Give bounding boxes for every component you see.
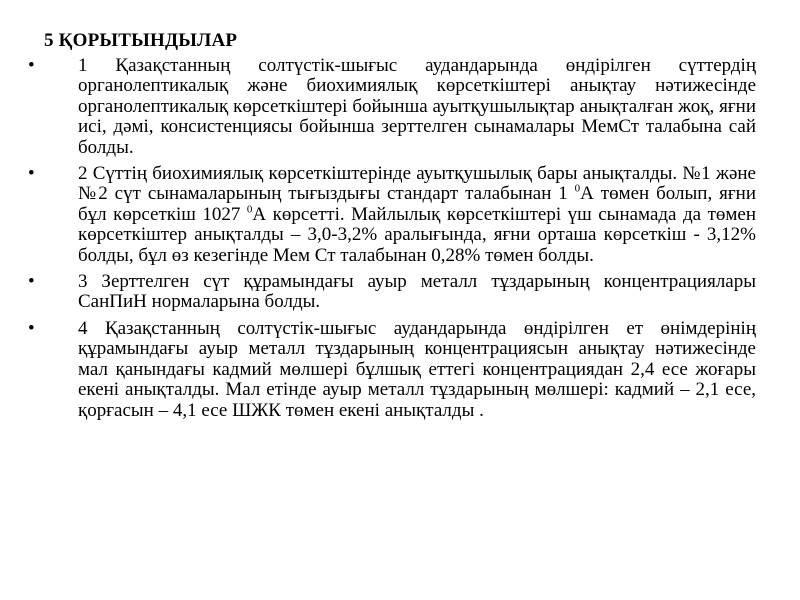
bullet-icon: • (28, 317, 35, 339)
conclusions-list (26, 56, 756, 427)
item-text-part: 2 Сүттің биохимиялық көрсеткіштерінде ауытқушылық бары анықталды. №1 және №2 сүт сынамаларының тығыздығы стандарт талабынан 1 (78, 163, 756, 205)
list-item (26, 56, 756, 158)
bullet-icon: • (28, 271, 35, 293)
item-text: 1 Қазақстанның солтүстік-шығыс аудандарында өндірілген сүттердің органолептикалық және биохимиялық көрсеткіштері анықтау нәтижесінде органолептикалық көрсеткіштері бойынша ауытқушылықтар анықталған жоқ, яғни исі, дәмі, консистенциясы бойынша зерттелген сынамалары МемСт талабына сай болды. (78, 55, 756, 158)
list-item (26, 164, 756, 266)
list-item (26, 319, 756, 421)
superscript: 0 (574, 183, 581, 196)
superscript: 0 (246, 203, 253, 216)
item-text: 3 Зерттелген сүт құрамындағы ауыр металл тұздарының концентрациялары СанПиН нормаларына болды. (78, 271, 756, 313)
item-text: 4 Қазақстанның солтүстік-шығыс аудандарында өндірілген ет өнімдерінің құрамындағы ауыр металл тұздарының концентрациясын анықтау нәтижесінде мал қанындағы кадмий мөлшері бұлшық еттегі концентрациядан 2,4 есе жоғары екені анықталды. Мал етінде ауыр металл тұздарының мөлшері: кадмий – 2,1 есе, қорғасын – 4,1 есе ШЖК төмен екені анықталды . (78, 317, 756, 421)
list-item (26, 272, 756, 313)
bullet-icon: • (28, 55, 35, 76)
item-text-part: А төмен болып, яғни бұл көрсеткіш 1027 (78, 183, 756, 225)
item-text-part: А көрсетті. Майлылық көрсеткіштері үш сынамада да төмен көрсеткіштер анықталды – 3,0-3,2% аралығында, яғни орташа көрсеткіш - 3,12% болды, бұл өз кезегінде Мем Ст талабынан 0,28% төмен болды. (78, 203, 756, 266)
bullet-icon: • (28, 163, 35, 185)
slide-heading: 5 ҚОРЫТЫНДЫЛАР (44, 30, 238, 51)
